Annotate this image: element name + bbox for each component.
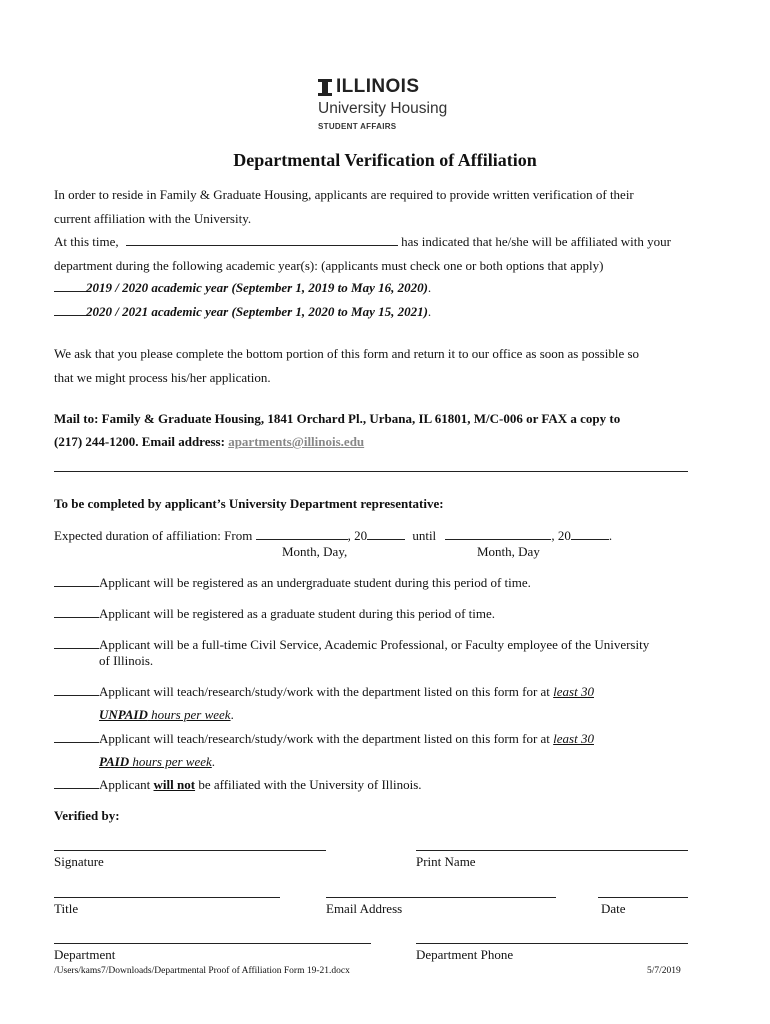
footer-path: /Users/kams7/Downloads/Departmental Proof of Affiliation Form 19-21.docx <box>54 966 350 976</box>
intro-line-3: At this time, has indicated that he/she will be affiliated with your <box>54 234 671 249</box>
divider <box>54 471 688 472</box>
email-field[interactable] <box>326 897 556 898</box>
from-date-field[interactable] <box>256 528 348 540</box>
unpaid-checkbox[interactable] <box>54 684 99 696</box>
not-affiliated-checkbox[interactable] <box>54 777 99 789</box>
applicant-name-field[interactable] <box>126 234 398 246</box>
department-phone-field[interactable] <box>416 943 688 944</box>
department-phone-label: Department Phone <box>416 947 514 962</box>
logo-wordmark: ILLINOIS <box>336 76 420 97</box>
paid-checkbox[interactable] <box>54 731 99 743</box>
duration-row: Expected duration of affiliation: From , 20 until , 20 . <box>54 528 613 543</box>
option-employee: Applicant will be a full-time Civil Service, Academic Professional, or Faculty employee of the University <box>54 637 649 653</box>
section-title: To be completed by applicant’s University Department representative: <box>54 496 444 511</box>
option-paid: Applicant will teach/research/study/work with the department listed on this form for at least 30 <box>54 731 594 747</box>
title-field[interactable] <box>54 897 280 898</box>
intro-line-4: department during the following academic year(s): (applicants must check one or both options that apply) <box>54 258 604 273</box>
page-title: Departmental Verification of Affiliation <box>233 150 537 170</box>
until-date-field[interactable] <box>445 528 551 540</box>
footer-date: 5/7/2019 <box>647 966 681 976</box>
logo-subtitle: University Housing <box>318 100 448 117</box>
from-hint: Month, Day, <box>282 544 348 559</box>
print-name-field[interactable] <box>416 850 688 851</box>
option-2019-2020-checkbox[interactable] <box>54 280 86 292</box>
request-line-1: We ask that you please complete the bottom portion of this form and return it to our office as soon as possible so <box>54 346 640 361</box>
option-employee-cont: of Illinois. <box>99 653 154 668</box>
option-paid-cont: PAID hours per week. <box>99 754 216 769</box>
email-label: Email Address <box>326 901 403 916</box>
option-2020-2021: 2020 / 2021 academic year (September 1, 2020 to May 15, 2021). <box>54 304 431 320</box>
mail-line-1: Mail to: Family & Graduate Housing, 1841 Orchard Pl., Urbana, IL 61801, M/C-006 or FAX a copy to <box>54 411 621 426</box>
mail-line-2: (217) 244-1200. Email address: apartments@illinois.edu <box>54 434 365 449</box>
option-unpaid-cont: UNPAID hours per week. <box>99 707 234 722</box>
employee-checkbox[interactable] <box>54 637 99 649</box>
title-label: Title <box>54 901 79 916</box>
department-field[interactable] <box>54 943 371 944</box>
logo-tagline: STUDENT AFFAIRS <box>318 122 397 131</box>
signature-label: Signature <box>54 854 104 869</box>
graduate-checkbox[interactable] <box>54 606 99 618</box>
intro-line-2: current affiliation with the University. <box>54 211 252 226</box>
signature-field[interactable] <box>54 850 326 851</box>
verified-by-label: Verified by: <box>54 808 120 823</box>
date-label: Date <box>601 901 626 916</box>
option-unpaid: Applicant will teach/research/study/work with the department listed on this form for at least 30 <box>54 684 594 700</box>
option-not-affiliated: Applicant will not be affiliated with the University of Illinois. <box>54 777 422 793</box>
undergraduate-checkbox[interactable] <box>54 575 99 587</box>
until-year-field[interactable] <box>571 528 609 540</box>
until-hint: Month, Day <box>477 544 540 559</box>
email-link[interactable]: apartments@illinois.edu <box>228 434 365 449</box>
department-label: Department <box>54 947 116 962</box>
intro-line-1: In order to reside in Family & Graduate Housing, applicants are required to provide written verification of their <box>54 187 634 202</box>
illinois-block-i-icon <box>318 79 332 96</box>
request-line-2: that we might process his/her application. <box>54 370 271 385</box>
option-graduate: Applicant will be registered as a graduate student during this period of time. <box>54 606 495 622</box>
print-name-label: Print Name <box>416 854 476 869</box>
date-field[interactable] <box>598 897 688 898</box>
option-2019-2020: 2019 / 2020 academic year (September 1, 2019 to May 16, 2020). <box>54 280 431 296</box>
option-undergraduate: Applicant will be registered as an undergraduate student during this period of time. <box>54 575 531 591</box>
from-year-field[interactable] <box>367 528 405 540</box>
option-2020-2021-checkbox[interactable] <box>54 304 86 316</box>
